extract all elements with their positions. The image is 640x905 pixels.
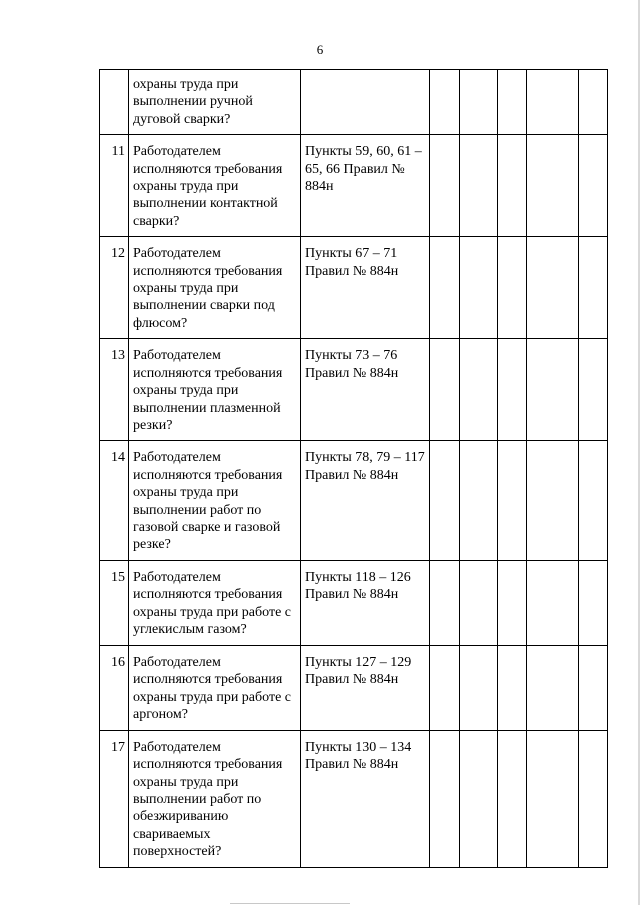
- answer-cell-no: [460, 237, 498, 339]
- answer-cell-no: [460, 560, 498, 645]
- question-cell: Работодателем исполняются требования охраны труда при выполнении работ по газовой сварке и газовой резке?: [129, 441, 301, 560]
- extra-cell: [579, 560, 608, 645]
- answer-cell-yes: [430, 135, 460, 237]
- answer-cell-yes: [430, 70, 460, 135]
- answer-cell-yes: [430, 730, 460, 867]
- reference-cell: Пункты 78, 79 – 117 Правил № 884н: [301, 441, 430, 560]
- table-row: [100, 441, 608, 560]
- row-number: [100, 70, 129, 135]
- answer-cell-na: [498, 645, 527, 730]
- row-number: 15: [100, 560, 129, 645]
- extra-cell: [579, 441, 608, 560]
- question-cell: Работодателем исполняются требования охраны труда при выполнении плазменной резки?: [129, 339, 301, 441]
- answer-cell-na: [498, 237, 527, 339]
- extra-cell: [579, 730, 608, 867]
- note-cell: [527, 730, 579, 867]
- row-number: 11: [100, 135, 129, 237]
- answer-cell-yes: [430, 339, 460, 441]
- answer-cell-na: [498, 560, 527, 645]
- answer-cell-no: [460, 730, 498, 867]
- note-cell: [527, 339, 579, 441]
- answer-cell-yes: [430, 237, 460, 339]
- table-row: [100, 339, 608, 441]
- row-number: 16: [100, 645, 129, 730]
- answer-cell-na: [498, 70, 527, 135]
- table-row: [100, 560, 608, 645]
- note-cell: [527, 441, 579, 560]
- question-cell: Работодателем исполняются требования охраны труда при выполнении работ по обезжириванию свариваемых поверхностей?: [129, 730, 301, 867]
- reference-cell: Пункты 130 – 134 Правил № 884н: [301, 730, 430, 867]
- extra-cell: [579, 339, 608, 441]
- note-cell: [527, 560, 579, 645]
- page-number: 6: [316, 42, 324, 57]
- reference-cell: Пункты 118 – 126 Правил № 884н: [301, 560, 430, 645]
- answer-cell-no: [460, 135, 498, 237]
- extra-cell: [579, 237, 608, 339]
- table-row: [100, 70, 608, 135]
- row-number: 13: [100, 339, 129, 441]
- scan-artifact-line: [230, 903, 350, 904]
- answer-cell-na: [498, 730, 527, 867]
- note-cell: [527, 237, 579, 339]
- table-row: [100, 730, 608, 867]
- note-cell: [527, 70, 579, 135]
- table-row: [100, 645, 608, 730]
- answer-cell-no: [460, 645, 498, 730]
- note-cell: [527, 135, 579, 237]
- reference-cell: Пункты 73 – 76 Правил № 884н: [301, 339, 430, 441]
- question-cell: охраны труда при выполнении ручной дуговой сварки?: [129, 70, 301, 135]
- table-row: [100, 135, 608, 237]
- row-number: 17: [100, 730, 129, 867]
- table-row: [100, 237, 608, 339]
- extra-cell: [579, 70, 608, 135]
- extra-cell: [579, 645, 608, 730]
- answer-cell-yes: [430, 441, 460, 560]
- answer-cell-no: [460, 70, 498, 135]
- answer-cell-no: [460, 441, 498, 560]
- checklist-table: [99, 69, 608, 868]
- row-number: 14: [100, 441, 129, 560]
- answer-cell-na: [498, 135, 527, 237]
- answer-cell-na: [498, 441, 527, 560]
- reference-cell: Пункты 67 – 71 Правил № 884н: [301, 237, 430, 339]
- question-cell: Работодателем исполняются требования охраны труда при выполнении контактной сварки?: [129, 135, 301, 237]
- reference-cell: Пункты 59, 60, 61 – 65, 66 Правил № 884н: [301, 135, 430, 237]
- row-number: 12: [100, 237, 129, 339]
- reference-cell: [301, 70, 430, 135]
- reference-cell: Пункты 127 – 129 Правил № 884н: [301, 645, 430, 730]
- extra-cell: [579, 135, 608, 237]
- answer-cell-na: [498, 339, 527, 441]
- answer-cell-yes: [430, 645, 460, 730]
- question-cell: Работодателем исполняются требования охраны труда при работе с аргоном?: [129, 645, 301, 730]
- answer-cell-no: [460, 339, 498, 441]
- answer-cell-yes: [430, 560, 460, 645]
- question-cell: Работодателем исполняются требования охраны труда при работе с углекислым газом?: [129, 560, 301, 645]
- note-cell: [527, 645, 579, 730]
- question-cell: Работодателем исполняются требования охраны труда при выполнении сварки под флюсом?: [129, 237, 301, 339]
